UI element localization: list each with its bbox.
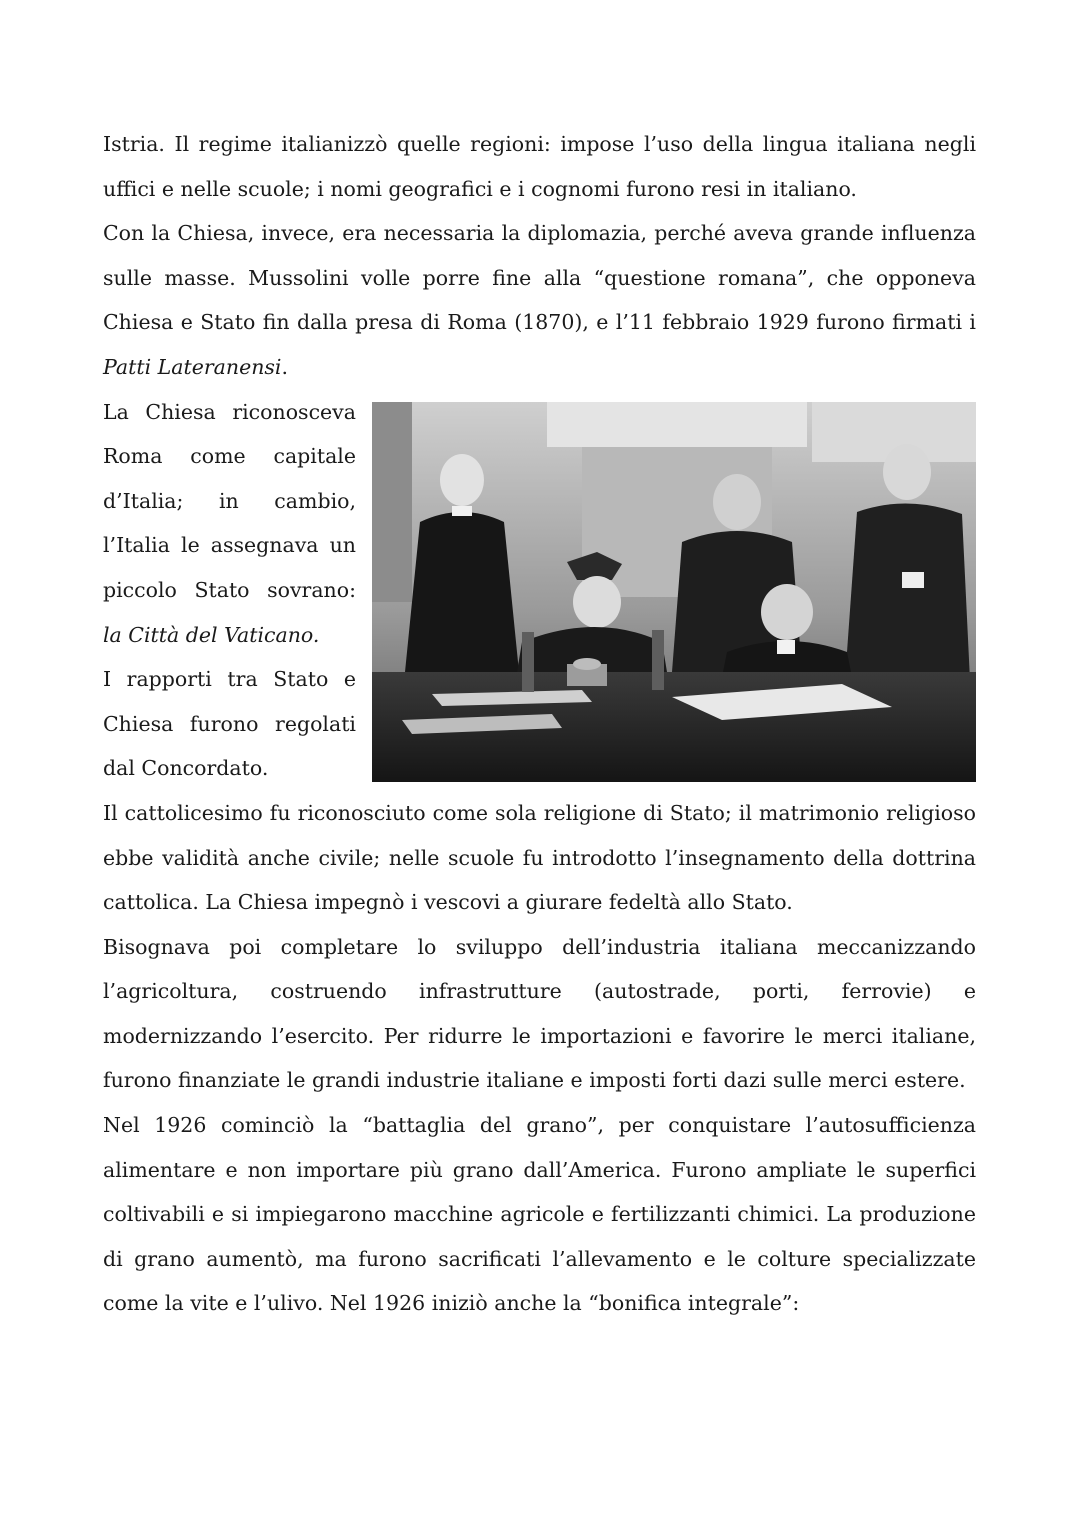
- paragraph-cattolicesimo: Il cattolicesimo fu riconosciuto come sola religione di Stato; il matrimonio religioso ebbe validità anche civile; nelle scuole fu introdotto l’insegnamento della dottrina cattolica. La Chiesa impegnò i vescovi a giurare fedeltà allo Stato.: [103, 800, 976, 915]
- citta-del-vaticano-italic: la Città del Vaticano.: [103, 622, 320, 647]
- photo-illustration: [372, 402, 976, 782]
- paragraph-vaticano-text: La Chiesa riconosceva Roma come capitale d’Italia; in cambio, l’Italia le assegnava un piccolo Stato sovrano:: [103, 399, 356, 602]
- lateran-pacts-photo: [372, 402, 976, 782]
- patti-lateranensi-italic: Patti Lateranensi: [103, 354, 282, 379]
- paragraph-chiesa-text: Con la Chiesa, invece, era necessaria la diplomazia, perché aveva grande influenza sulle masse. Mussolini volle porre fine alla “questione romana”, che opponeva Chiesa e Stato fin dalla presa di Roma (1870), e l’11 febbraio 1929 furono firmati i: [103, 221, 976, 335]
- paragraph-istria: Istria. Il regime italianizzò quelle regioni: impose l’uso della lingua italiana negli uffici e nelle scuole; i nomi geografici e i cognomi furono resi in italiano.: [103, 132, 976, 201]
- paragraph-chiesa: [103, 211, 976, 389]
- paragraph-industria: Bisognava poi completare lo sviluppo dell’industria italiana meccanizzando l’agricoltura, costruendo infrastrutture (autostrade, porti, ferrovie) e modernizzando l’esercito. Per ridurre le importazioni e favorire le merci italiane, furono finanziate le grandi industrie italiane e imposti forti dazi sulle merci estere.: [103, 934, 976, 1093]
- document-page: [103, 122, 976, 1326]
- paragraph-chiesa-end: .: [281, 354, 289, 379]
- paragraph-concordato: I rapporti tra Stato e Chiesa furono regolati dal Concordato.: [103, 667, 356, 781]
- paragraph-grano: Nel 1926 cominciò la “battaglia del grano”, per conquistare l’autosufficienza alimentare e non importare più grano dall’America. Furono ampliate le superfici coltivabili e si impiegarono macchine agricole e fertilizzanti chimici. La produzione di grano aumentò, ma furono sacrificati l’allevamento e le colture specializzate come la vite e l’ulivo. Nel 1926 iniziò anche la “bonifica integrale”:: [103, 1113, 976, 1316]
